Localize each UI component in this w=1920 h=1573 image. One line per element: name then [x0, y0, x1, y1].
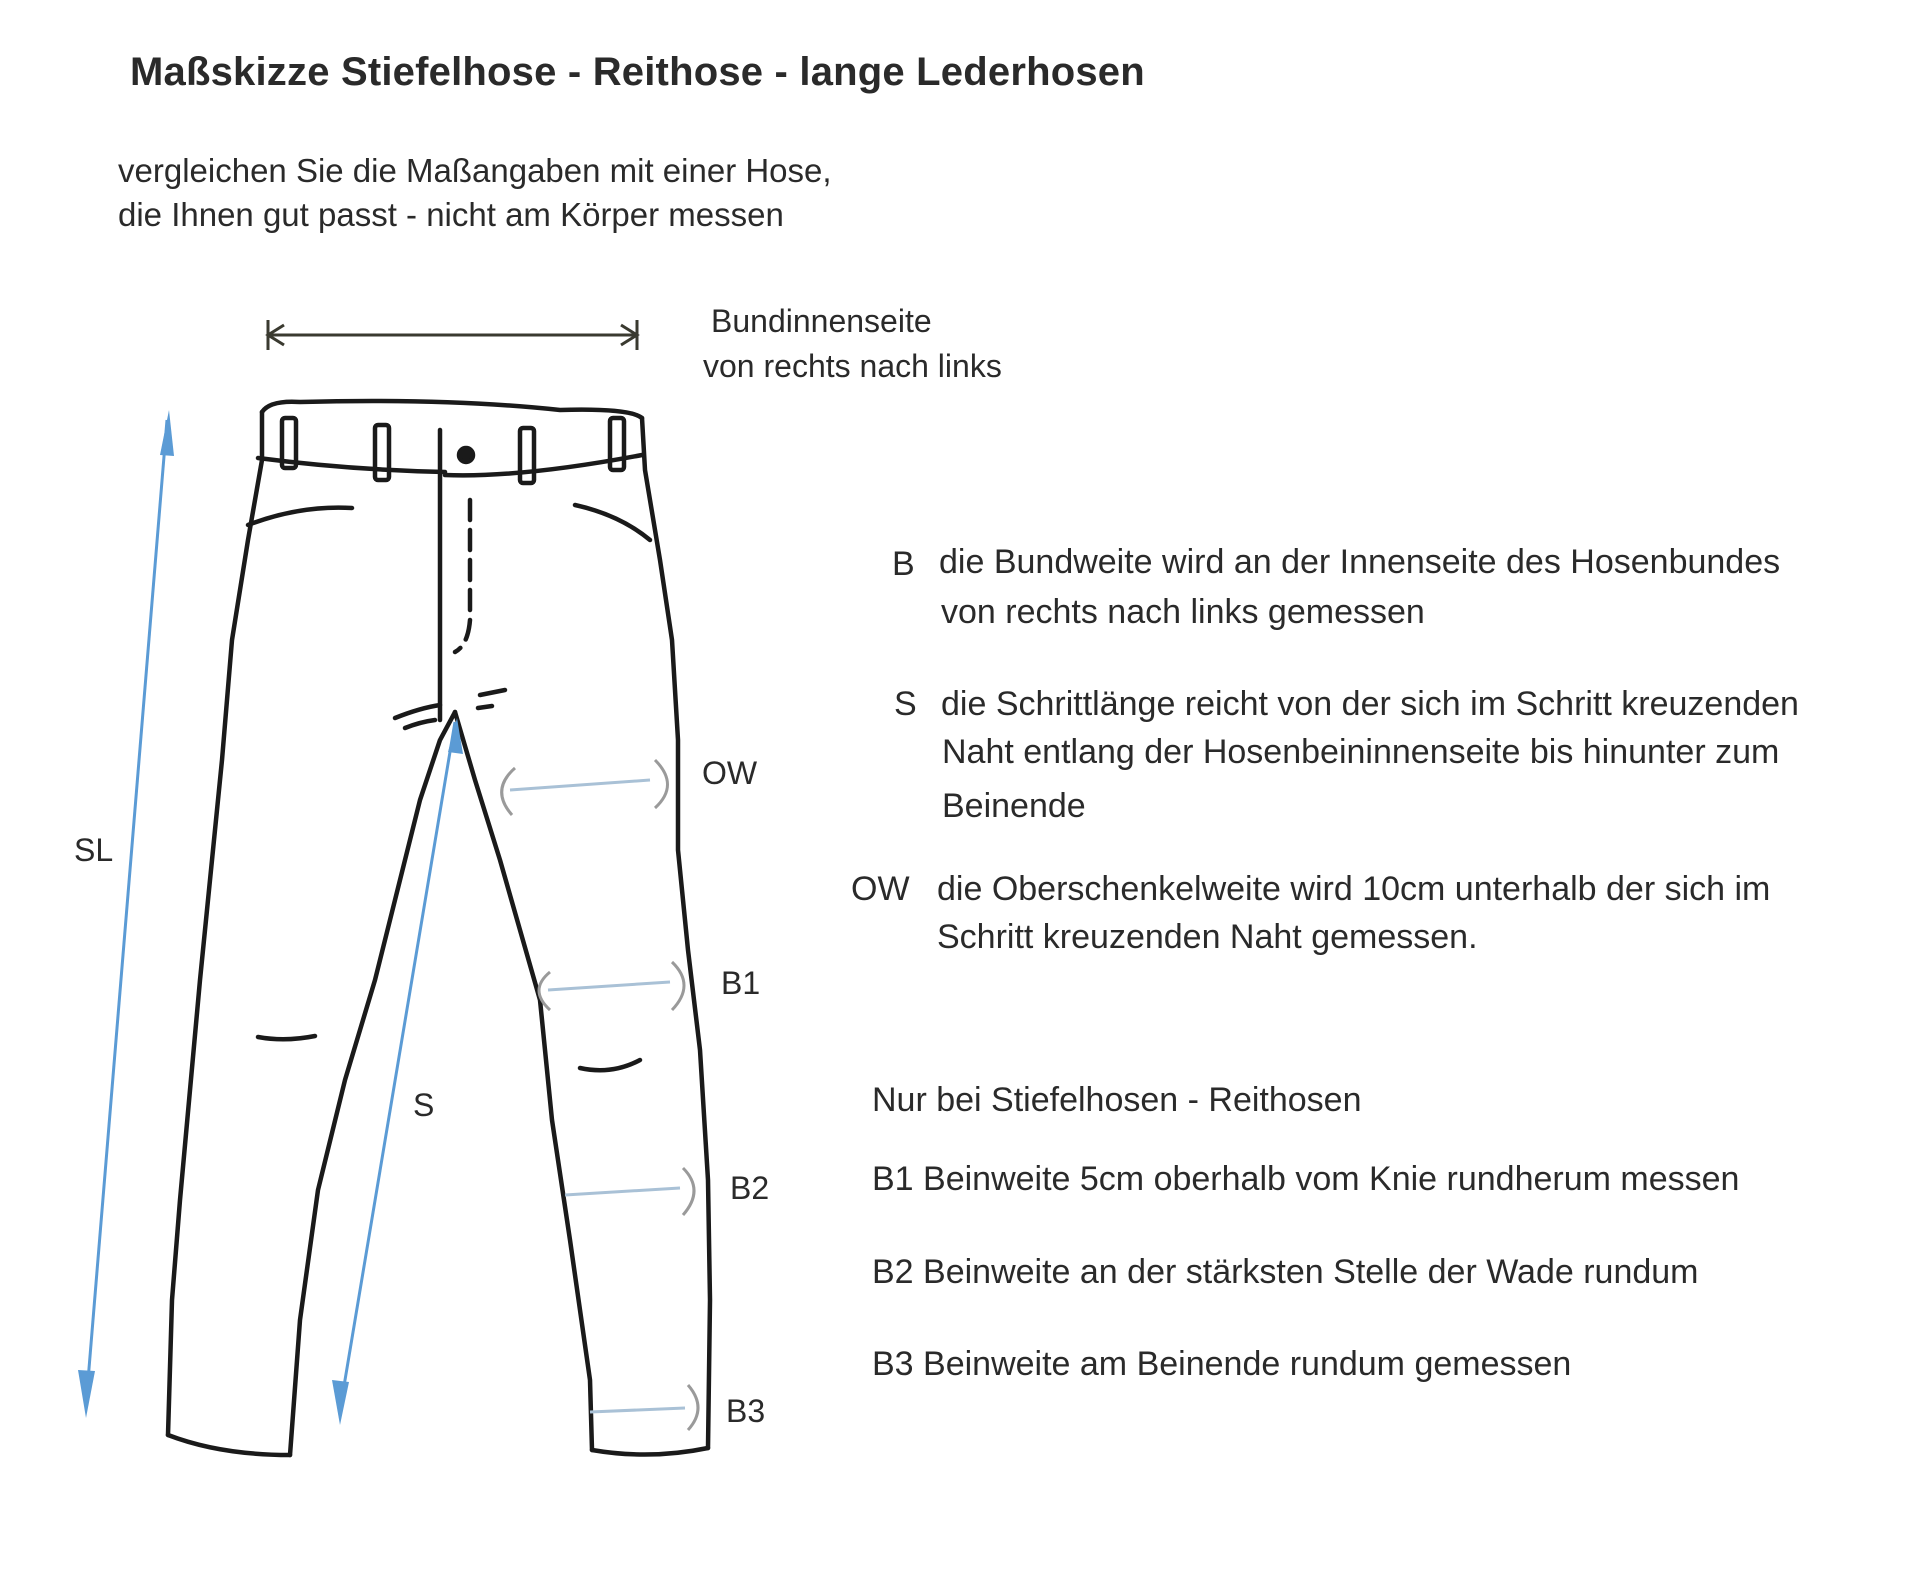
subtitle-line-1: vergleichen Sie die Maßangaben mit einer Hose, [118, 152, 832, 189]
legend-ow-line-2: Schritt kreuzenden Naht gemessen. [937, 918, 1478, 956]
legend-b-line-2: von rechts nach links gemessen [941, 593, 1425, 631]
waistband-note-line-2: von rechts nach links [703, 348, 1002, 384]
label-b3: B3 [726, 1393, 766, 1429]
legend-b-line-1: die Bundweite wird an der Innenseite des Hosenbundes [939, 543, 1781, 581]
legend-key-b: B [892, 545, 915, 583]
boots-heading: Nur bei Stiefelhosen - Reithosen [872, 1081, 1362, 1119]
boots-item-b2: B2 Beinweite an der stärksten Stelle der Wade rundum [872, 1253, 1699, 1291]
legend-ow-line-1: die Oberschenkelweite wird 10cm unterhalb der sich im [937, 870, 1771, 908]
label-s: S [413, 1087, 435, 1123]
s-arrow [332, 718, 463, 1425]
boots-item-b3: B3 Beinweite am Beinende rundum gemessen [872, 1345, 1572, 1383]
ow-measure [502, 760, 668, 815]
legend-key-s: S [894, 685, 917, 723]
b1-measure [539, 962, 684, 1010]
waistband-dimension-arrow [268, 320, 637, 350]
b3-measure [590, 1385, 698, 1430]
legend-s-line-3: Beinende [942, 787, 1086, 825]
subtitle-line-2: die Ihnen gut passt - nicht am Körper messen [118, 196, 784, 233]
label-sl: SL [74, 832, 114, 868]
b2-measure [565, 1168, 694, 1215]
trousers-outline [168, 401, 710, 1455]
label-b2: B2 [730, 1170, 770, 1206]
page-title: Maßskizze Stiefelhose - Reithose - lange Lederhosen [130, 50, 1145, 94]
sl-arrow [78, 410, 174, 1418]
legend-key-ow: OW [851, 870, 910, 908]
legend-s-line-2: Naht entlang der Hosenbeininnenseite bis hinunter zum [942, 733, 1780, 771]
label-ow: OW [702, 755, 758, 791]
label-b1: B1 [721, 965, 761, 1001]
waistband-note-line-1: Bundinnenseite [711, 303, 932, 339]
legend-s-line-1: die Schrittlänge reicht von der sich im Schritt kreuzenden [941, 685, 1799, 723]
boots-item-b1: B1 Beinweite 5cm oberhalb vom Knie rundherum messen [872, 1160, 1740, 1198]
